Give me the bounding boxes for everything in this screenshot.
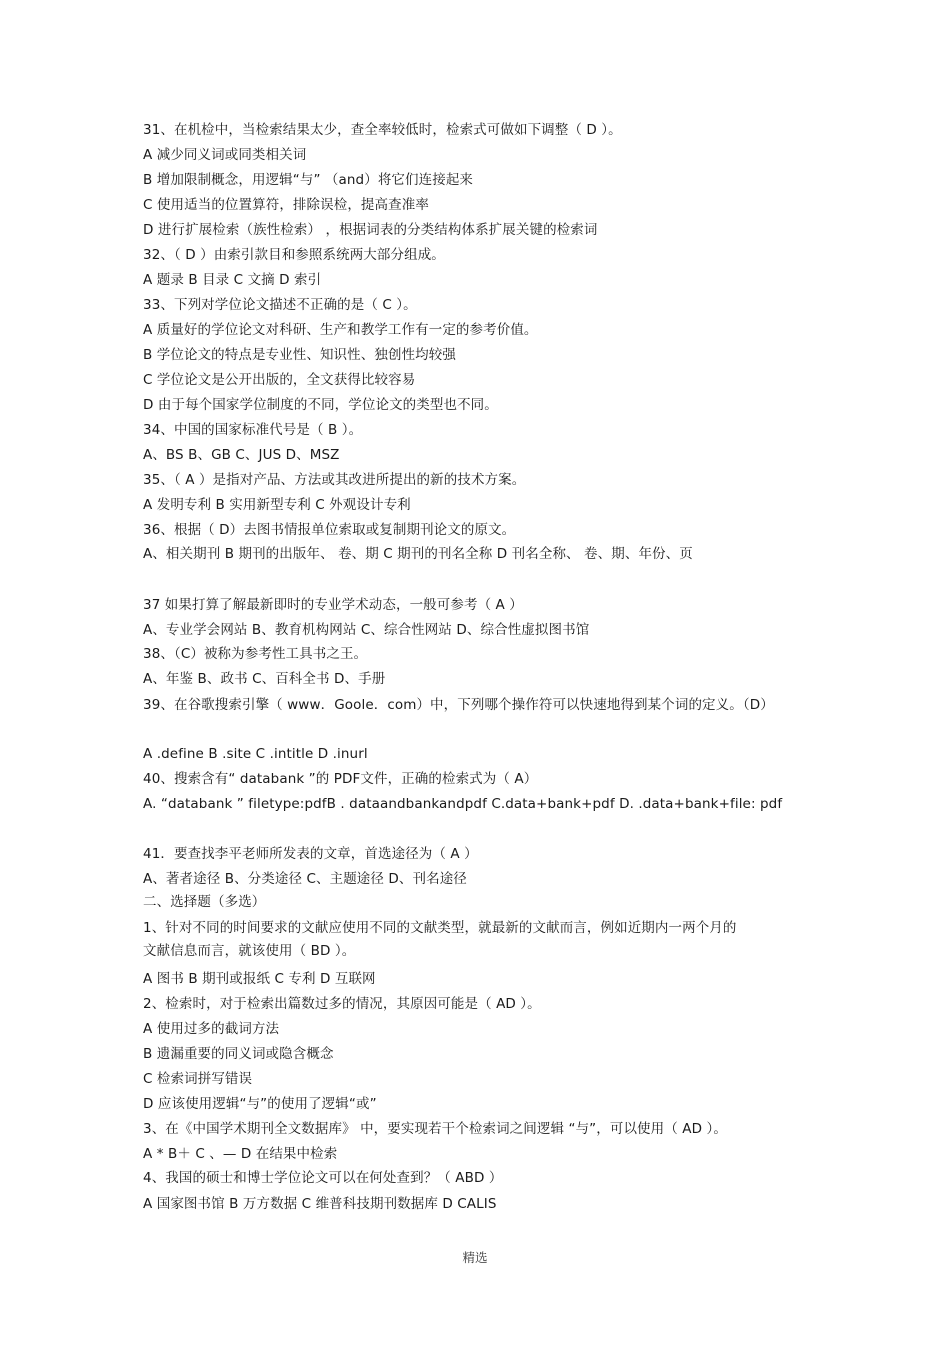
question-35: 35、（ A ）是指对产品、方法或其改进所提出的新的技术方案。 bbox=[143, 472, 526, 488]
multi-question-4: 4、我国的硕士和博士学位论文可以在何处查到？（ ABD ） bbox=[143, 1170, 503, 1186]
question-39: 39、在谷歌搜索引擎（ www．Goole．com）中，下列哪个操作符可以快速地得到某个词的定义。（D） bbox=[143, 697, 774, 713]
option-line: A、专业学会网站 B、教育机构网站 C、综合性网站 D、综合性虚拟图书馆 bbox=[143, 622, 590, 638]
option-line: C 检索词拼写错误 bbox=[143, 1071, 253, 1087]
option-line: B 学位论文的特点是专业性、知识性、独创性均较强 bbox=[143, 347, 456, 363]
option-line: A 题录 B 目录 C 文摘 D 索引 bbox=[143, 272, 322, 288]
option-line: A. “databank ” filetype:pdfB . dataandbankandpdf C.data+bank+pdf D. .data+bank+file: pdf bbox=[143, 796, 783, 812]
option-line: D 由于每个国家学位制度的不同，学位论文的类型也不同。 bbox=[143, 397, 498, 413]
option-line: A 使用过多的截词方法 bbox=[143, 1021, 280, 1037]
option-line: A 发明专利 B 实用新型专利 C 外观设计专利 bbox=[143, 497, 411, 513]
question-33: 33、下列对学位论文描述不正确的是（ C ）。 bbox=[143, 297, 417, 313]
option-line: A 质量好的学位论文对科研、生产和教学工作有一定的参考价值。 bbox=[143, 322, 538, 338]
question-32: 32、（ D ）由索引款目和参照系统两大部分组成。 bbox=[143, 247, 445, 263]
multi-question-1: 1、针对不同的时间要求的文献应使用不同的文献类型，就最新的文献而言，例如近期内一两个月的文献信息而言，就该使用（ BD ）。 bbox=[143, 920, 737, 959]
option-line: C 学位论文是公开出版的，全文获得比较容易 bbox=[143, 372, 416, 388]
option-line: D 进行扩展检索（族性检索） ，根据词表的分类结构体系扩展关键的检索词 bbox=[143, 222, 598, 238]
section-heading: 二、选择题（多选） bbox=[143, 894, 266, 910]
option-line: C 使用适当的位置算符，排除误检，提高查准率 bbox=[143, 197, 429, 213]
option-line: D 应该使用逻辑“与”的使用了逻辑“或” bbox=[143, 1096, 377, 1112]
option-line: A、著者途径 B、分类途径 C、主题途径 D、刊名途径 bbox=[143, 871, 467, 887]
question-40: 40、搜索含有“ databank ”的 PDF文件，正确的检索式为（ A） bbox=[143, 771, 538, 787]
option-line: A 减少同义词或同类相关词 bbox=[143, 147, 307, 163]
multi-question-2: 2、检索时，对于检索出篇数过多的情况，其原因可能是（ AD ）。 bbox=[143, 996, 541, 1012]
question-36: 36、根据（ D）去图书情报单位索取或复制期刊论文的原文。 bbox=[143, 522, 516, 538]
page-footer: 精选 bbox=[462, 1250, 488, 1265]
option-line: B 遗漏重要的同义词或隐含概念 bbox=[143, 1046, 334, 1062]
option-line: A 国家图书馆 B 万方数据 C 维普科技期刊数据库 D CALIS bbox=[143, 1196, 497, 1212]
option-line: A 图书 B 期刊或报纸 C 专利 D 互联网 bbox=[143, 971, 376, 987]
option-line: A、年鉴 B、政书 C、百科全书 D、手册 bbox=[143, 671, 386, 687]
question-38: 38、（C）被称为参考性工具书之王。 bbox=[143, 646, 368, 662]
question-37: 37 如果打算了解最新即时的专业学术动态，一般可参考（ A ） bbox=[143, 597, 523, 613]
option-line: A、相关期刊 B 期刊的出版年、 卷、期 C 期刊的刊名全称 D 刊名全称、 卷、期、年份、页 bbox=[143, 546, 693, 562]
option-line: A、BS B、GB C、JUS D、MSZ bbox=[143, 447, 340, 463]
option-line: A * B＋ C 、— D 在结果中检索 bbox=[143, 1146, 338, 1162]
option-line: A .define B .site C .intitle D .inurl bbox=[143, 746, 368, 762]
multi-question-3: 3、在《中国学术期刊全文数据库》 中，要实现若干个检索词之间逻辑 “与”，可以使用（ AD ）。 bbox=[143, 1121, 727, 1137]
question-41: 41．要查找李平老师所发表的文章，首选途径为（ A ） bbox=[143, 846, 478, 862]
question-34: 34、中国的国家标准代号是（ B ）。 bbox=[143, 422, 363, 438]
option-line: B 增加限制概念，用逻辑“与” （and）将它们连接起来 bbox=[143, 172, 474, 188]
question-31: 31、在机检中，当检索结果太少，查全率较低时，检索式可做如下调整（ D ）。 bbox=[143, 122, 622, 138]
